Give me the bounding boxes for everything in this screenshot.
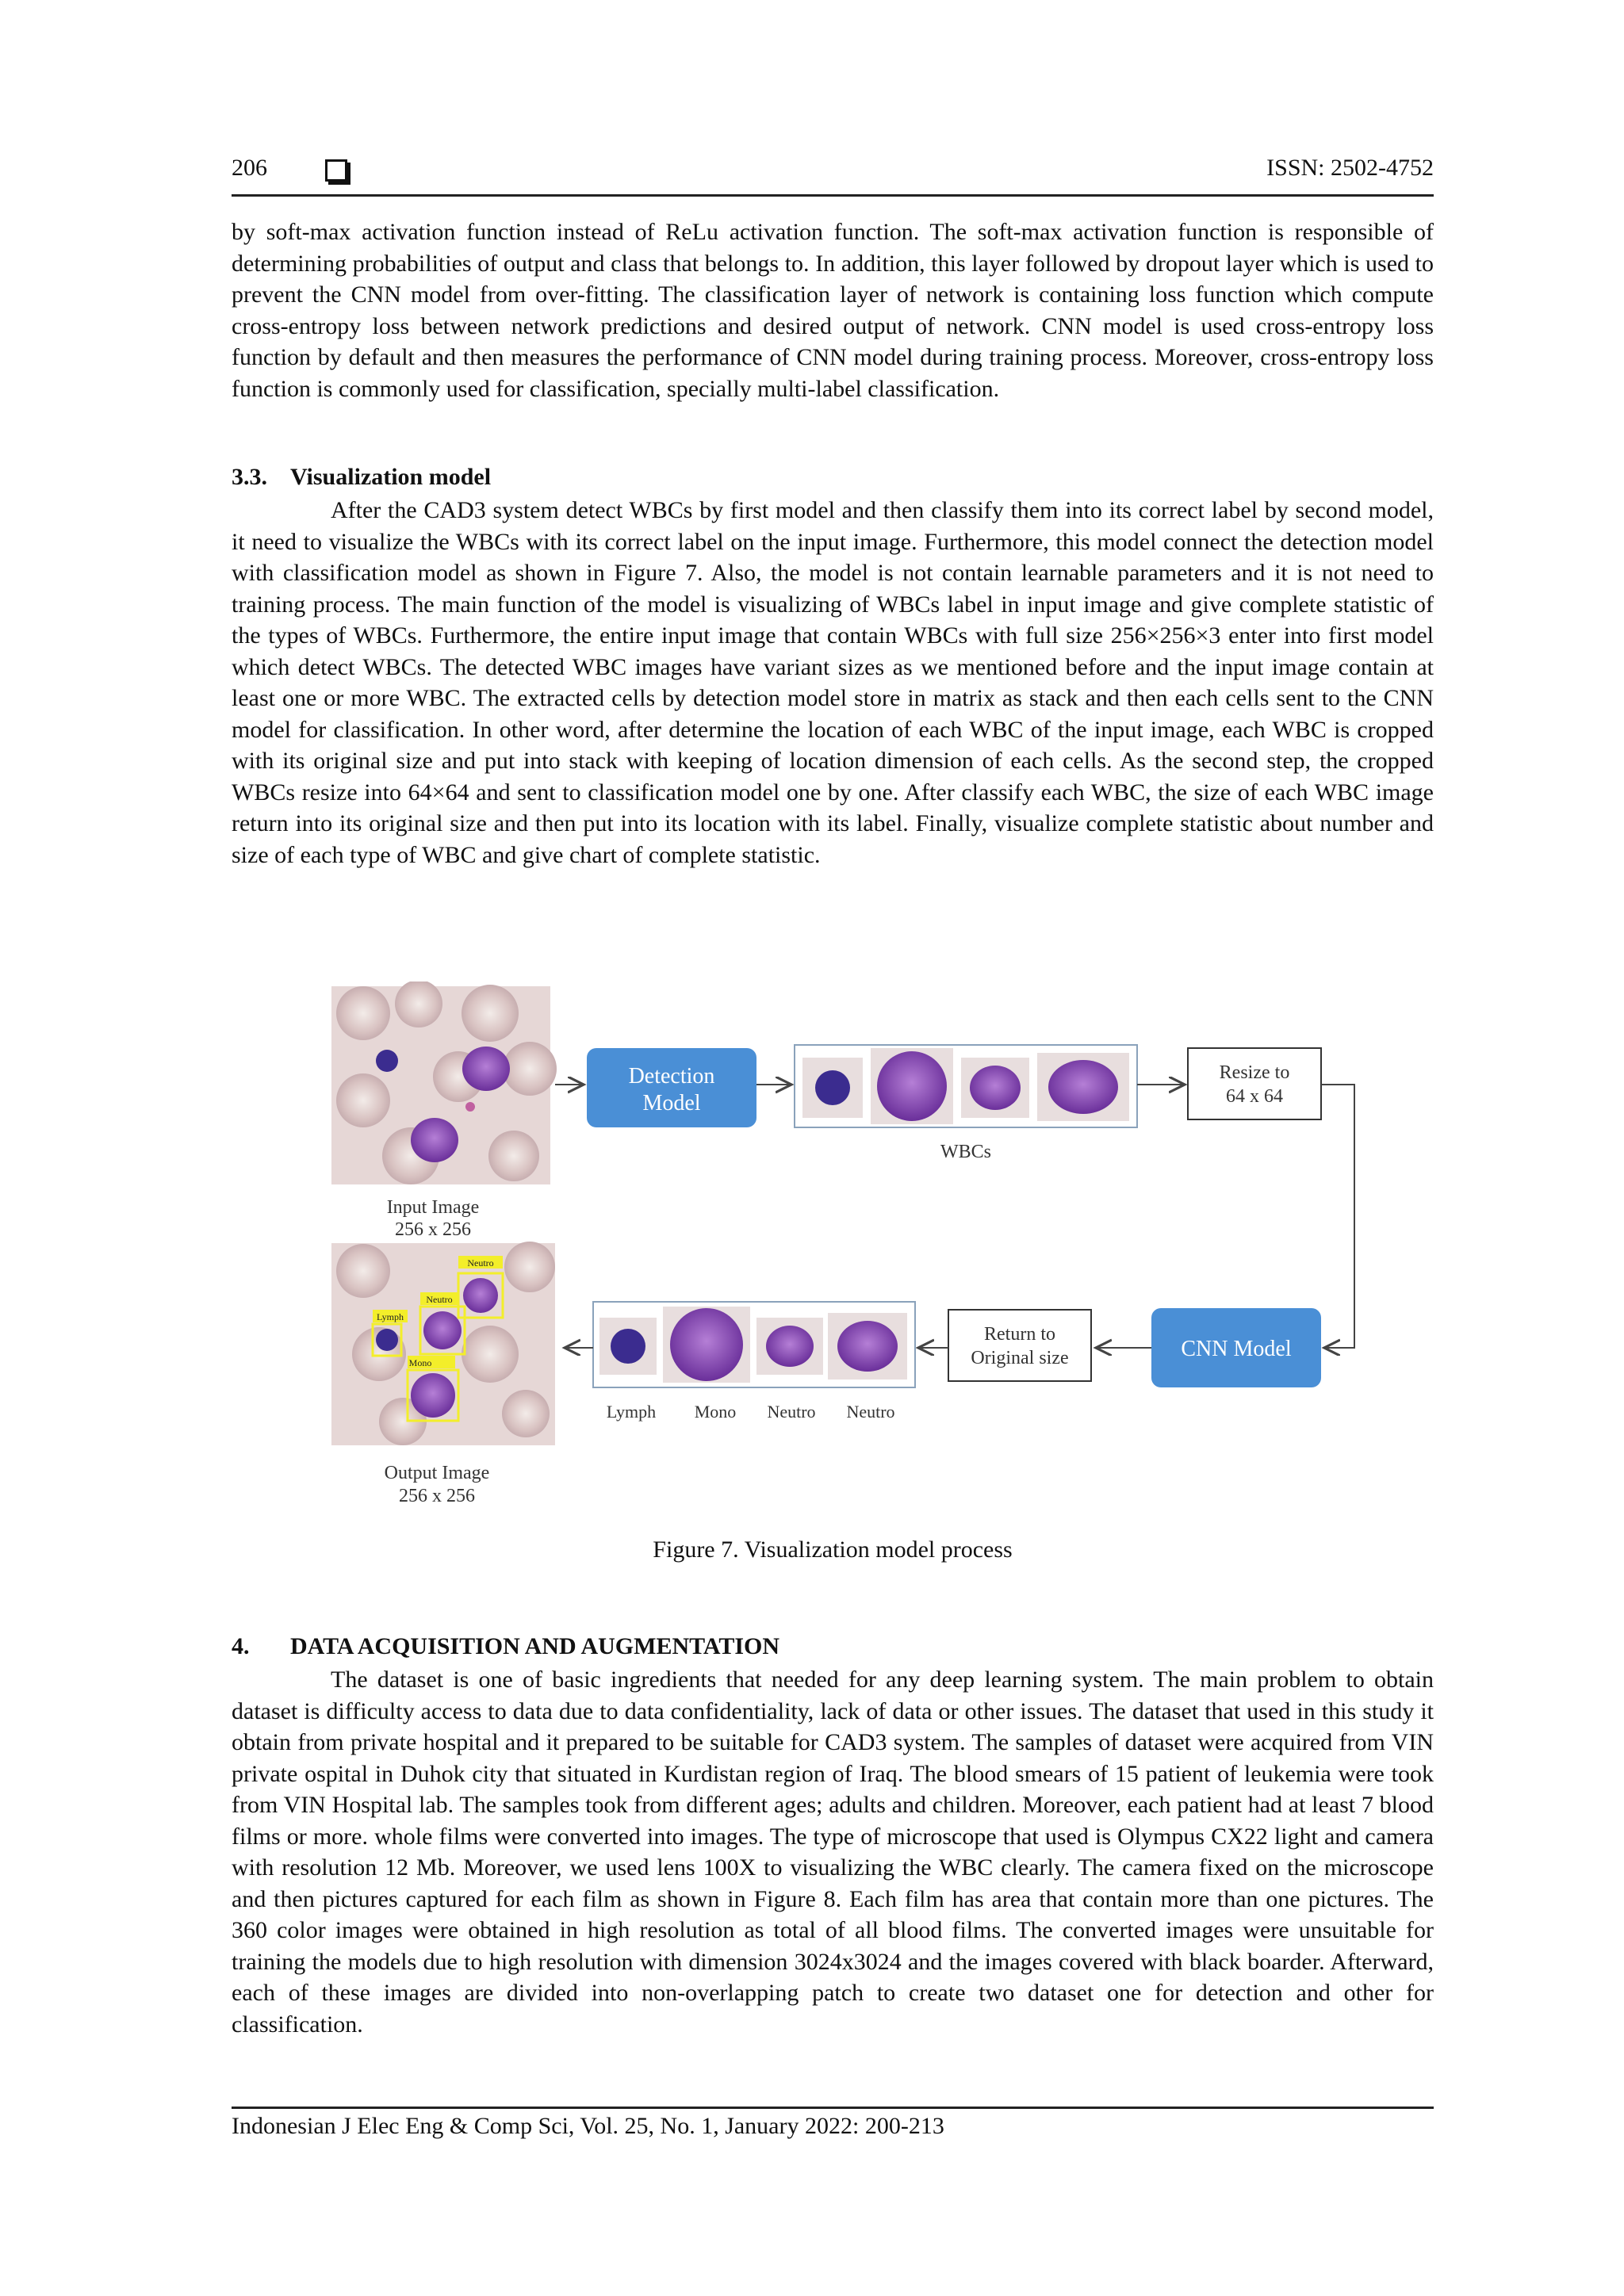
footer-rule [232, 2107, 1434, 2109]
resize-box [1188, 1048, 1321, 1119]
detection-model-label-2: Model [642, 1091, 701, 1115]
wbcs-label: WBCs [940, 1142, 992, 1162]
input-image-label: Input Image [386, 1197, 480, 1218]
figure-7 [331, 982, 1402, 1521]
return-label-1: Return to [984, 1324, 1055, 1345]
paragraph-3: The dataset is one of basic ingredients that needed for any deep learning system. The main problem to obtain dataset is difficulty access to data due to data confidentiality, lack of data or other issues. The dataset that used in this study it obtain from private hospital and it prepared to be suitable for CAD3 system. The samples of dataset were acquired from VIN private ospital in Duhok city that situated in Kurdistan region of Iraq. The blood smears of 15 patient of leukemia were took from VIN Hospital lab. The samples took from different ages; adults and children. Moreover, each patient had at least 7 blood films or more. whole films were converted into images. The type of microscope that used is Olympus CX22 light and camera with resolution 12 Mb. Moreover, we used lens 100X to visualizing the WBC clearly. The camera fixed on the microscope and then pictures captured for each film as shown in Figure 8. Each film has area that contain more than one pictures. The 360 color images were obtained in high resolution as total of all blood films. The converted images were unsuitable for training the models due to high resolution with dimension 3024x3024 and the images covered with black boarder. Afterward, each of these images are divided into non-overlapping patch to create two dataset one for detection and other for classification. [232, 1667, 1434, 2038]
page-number: 206 [232, 155, 267, 181]
resize-label-1: Resize to [1219, 1062, 1290, 1083]
return-label-2: Original size [971, 1348, 1069, 1368]
section-title: Visualization model [290, 464, 492, 490]
detection-model-label-1: Detection [628, 1064, 715, 1089]
tag-neutro-b: Neutro [426, 1294, 453, 1305]
label-neutro-2: Neutro [846, 1402, 895, 1422]
issn: ISSN: 2502-4752 [1266, 155, 1434, 181]
output-image-size: 256 x 256 [399, 1486, 475, 1506]
cnn-model-label: CNN Model [1181, 1337, 1292, 1361]
visualization-diagram [331, 982, 1402, 1521]
label-neutro-1: Neutro [767, 1402, 816, 1422]
page-footer: Indonesian J Elec Eng & Comp Sci, Vol. 25, No. 1, January 2022: 200-213 [232, 2113, 944, 2139]
label-mono: Mono [694, 1402, 737, 1422]
tag-lymph: Lymph [376, 1311, 404, 1322]
output-image-label: Output Image [384, 1463, 490, 1483]
figure-caption: Figure 7. Visualization model process [653, 1536, 1013, 1563]
input-image [331, 982, 557, 1184]
tag-mono: Mono [408, 1357, 432, 1368]
label-lymph: Lymph [606, 1402, 657, 1422]
section-heading-4 [232, 1633, 779, 1660]
section-title: DATA ACQUISITION AND AUGMENTATION [290, 1633, 780, 1659]
paragraph-2: After the CAD3 system detect WBCs by first model and then classify them into its correct label by second model, it need to visualize the WBCs with its correct label on the input image. Furthermore, this model connect the detection model with classification model as shown in Figure 7. Also, the model is not contain learnable parameters and it is not need to training process. The main function of the model is visualizing of WBCs label in input image and give complete statistic of the types of WBCs. Furthermore, the entire input image that contain WBCs with full size 256×256×3 enter into first model which detect WBCs. The detected WBC images have variant sizes as we mentioned before and the input image contain at least one or more WBC. The extracted cells by detection model store in matrix as stack and then each cells sent to the CNN model for classification. In other word, after determine the location of each WBC of the input image, each WBC is cropped with its original size and put into stack with keeping of location dimension of each cells. As the second step, the cropped WBCs resize into 64×64 and sent to classification model one by one. After classify each WBC, the size of each WBC image return into its original size and then put into its location with its label. Finally, visualize complete statistic about number and size of each type of WBC and give chart of complete statistic. [232, 497, 1434, 868]
input-image-size: 256 x 256 [395, 1219, 471, 1240]
section-number: 3.3. [232, 464, 267, 490]
return-box [948, 1310, 1091, 1381]
section-heading-3-3 [232, 464, 491, 491]
square-bullet-icon [325, 159, 347, 182]
output-image [331, 1242, 555, 1445]
page-header [232, 155, 1434, 197]
paragraph-1: by soft-max activation function instead of ReLu activation function. The soft-max activation function is responsible of determining probabilities of output and class that belongs to. In addition, this layer followed by dropout layer which is used to prevent the CNN model from over-fitting. The classification layer of network is containing loss function which compute cross-entropy loss between network predictions and desired output of network. CNN model is used cross-entropy loss function by default and then measures the performance of CNN model during training process. Moreover, cross-entropy loss function is commonly used for classification, specially multi-label classification. [232, 219, 1434, 402]
resize-label-2: 64 x 64 [1226, 1086, 1283, 1107]
tag-neutro-a: Neutro [467, 1257, 494, 1269]
section-number: 4. [232, 1633, 250, 1659]
